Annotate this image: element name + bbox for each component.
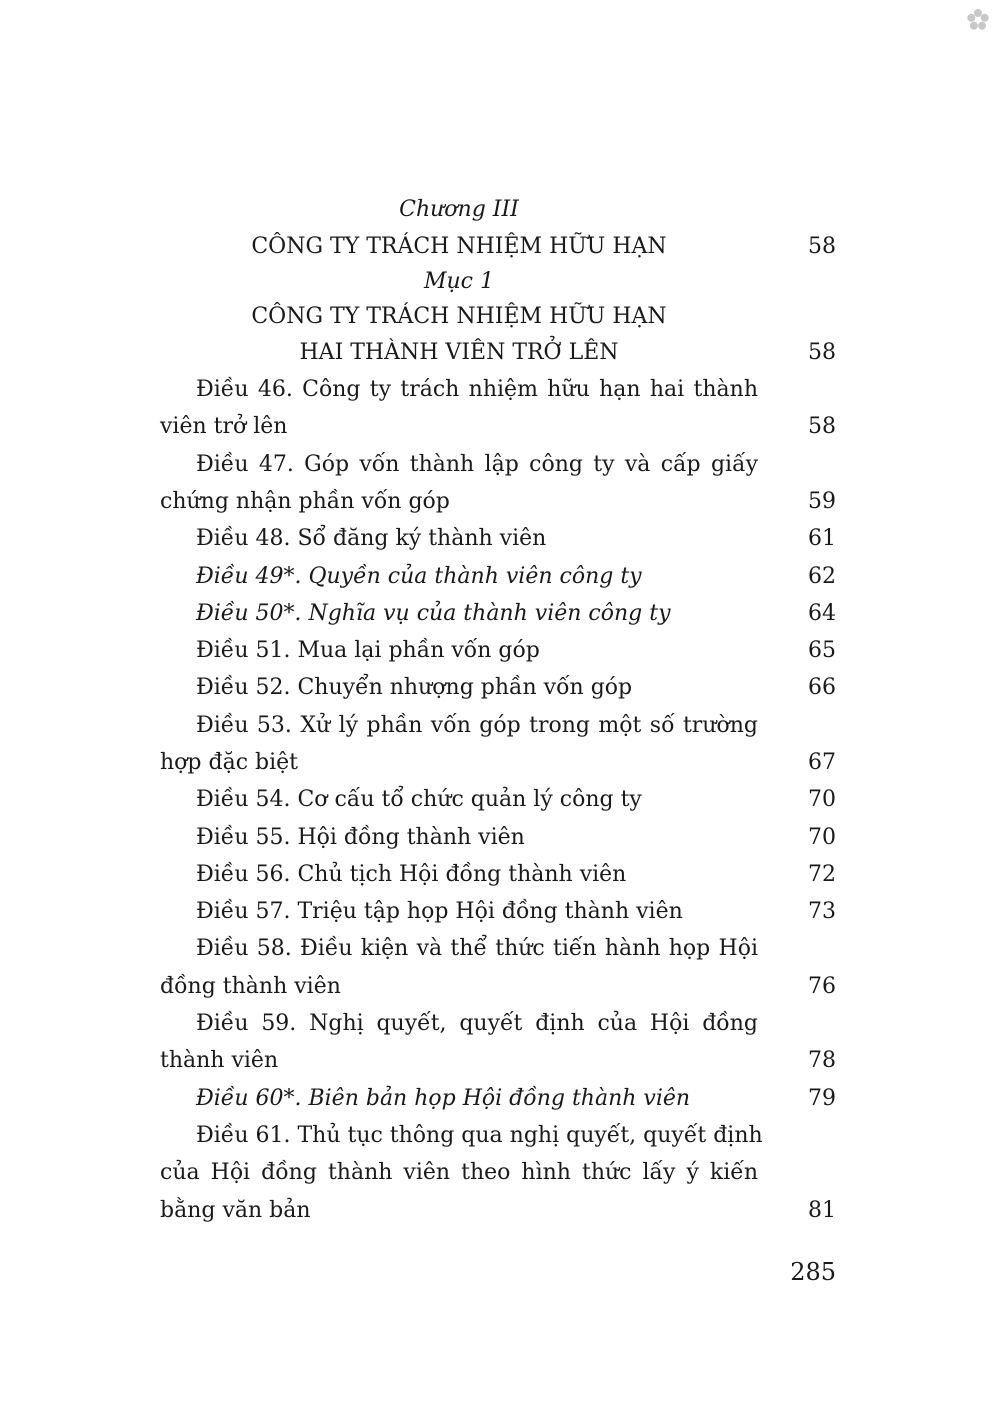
toc-entry-line[interactable]	[160, 707, 836, 744]
toc-entry-title[interactable]: Điều 61. Thủ tục thông qua nghị quyết, quyết định	[196, 1123, 763, 1148]
page-number: 67	[808, 750, 836, 775]
toc-entry-line[interactable]	[160, 1117, 836, 1154]
toc-entry-line[interactable]	[160, 930, 836, 967]
toc-entry-title[interactable]: Điều 46. Công ty trách nhiệm hữu hạn hai thành	[196, 377, 758, 402]
chapter-title-line[interactable]	[160, 228, 836, 265]
folio-page-number: 285	[790, 1258, 836, 1286]
toc-entry-line[interactable]	[160, 744, 836, 781]
section-title[interactable]: CÔNG TY TRÁCH NHIỆM HỮU HẠN	[251, 304, 667, 329]
toc-entry-title-continued[interactable]: bằng văn bản	[160, 1198, 311, 1223]
toc-entry-line[interactable]	[160, 1154, 836, 1191]
page-number: 73	[808, 899, 836, 924]
section-title-line-2[interactable]	[160, 334, 836, 371]
page-number: 66	[808, 675, 836, 700]
chapter-label: Chương III	[399, 197, 519, 222]
toc-entry-line[interactable]	[160, 595, 836, 632]
section-label: Mục 1	[423, 269, 494, 294]
toc-entry-title-continued[interactable]: viên trở lên	[160, 414, 288, 439]
page-number: 58	[808, 340, 836, 365]
toc-entry-line[interactable]	[160, 1080, 836, 1117]
toc-entry-title[interactable]: Điều 56. Chủ tịch Hội đồng thành viên	[196, 862, 627, 887]
toc-entry-title[interactable]: Điều 54. Cơ cấu tổ chức quản lý công ty	[196, 787, 642, 812]
toc-entry-line[interactable]	[160, 781, 836, 818]
toc-entry-line[interactable]	[160, 968, 836, 1005]
page-number: 65	[808, 638, 836, 663]
section-label-line	[160, 263, 836, 300]
toc-entry-line[interactable]	[160, 819, 836, 856]
toc-entry-line[interactable]	[160, 1192, 836, 1229]
toc-entry-line[interactable]	[160, 669, 836, 706]
toc-entry-line[interactable]	[160, 893, 836, 930]
toc-entry-title[interactable]: Điều 60*. Biên bản họp Hội đồng thành viên	[196, 1086, 691, 1111]
page-number: 64	[808, 601, 836, 626]
toc-entry-title[interactable]: Điều 58. Điều kiện và thể thức tiến hành họp Hội	[196, 936, 758, 961]
toc-entry-line[interactable]	[160, 1042, 836, 1079]
toc-entry-line[interactable]	[160, 558, 836, 595]
page-number: 58	[808, 414, 836, 439]
toc-entry-line[interactable]	[160, 856, 836, 893]
toc-entry-title[interactable]: Điều 51. Mua lại phần vốn góp	[196, 638, 540, 663]
toc-entry-title[interactable]: Điều 53. Xử lý phần vốn góp trong một số trường	[196, 713, 758, 738]
toc-entry-title[interactable]: Điều 49*. Quyền của thành viên công ty	[196, 564, 642, 589]
toc-entry-title[interactable]: Điều 59. Nghị quyết, quyết định của Hội đồng	[196, 1011, 758, 1036]
toc-entry-line[interactable]	[160, 483, 836, 520]
page-number: 58	[808, 234, 836, 259]
toc-entry-title[interactable]: Điều 47. Góp vốn thành lập công ty và cấp giấy	[196, 452, 758, 477]
page-number: 79	[808, 1086, 836, 1111]
section-title-line-1[interactable]	[160, 298, 836, 335]
toc-entry-line[interactable]	[160, 632, 836, 669]
toc-entry-title[interactable]: Điều 48. Sổ đăng ký thành viên	[196, 526, 547, 551]
toc-entry-line[interactable]	[160, 520, 836, 557]
page-number: 70	[808, 787, 836, 812]
toc-entry-title[interactable]: Điều 55. Hội đồng thành viên	[196, 825, 525, 850]
toc-entry-title-continued[interactable]: đồng thành viên	[160, 974, 341, 999]
page-number: 81	[808, 1198, 836, 1223]
page-number: 72	[808, 862, 836, 887]
page-number: 78	[808, 1048, 836, 1073]
toc-entry-line[interactable]	[160, 1005, 836, 1042]
toc-entry-title[interactable]: Điều 57. Triệu tập họp Hội đồng thành viên	[196, 899, 683, 924]
toc-entry-title-continued[interactable]: hợp đặc biệt	[160, 750, 298, 775]
page-number: 62	[808, 564, 836, 589]
chapter-label-line	[160, 191, 836, 228]
toc-entry-line[interactable]	[160, 446, 836, 483]
page-number: 59	[808, 489, 836, 514]
toc-entry-title-continued[interactable]: chứng nhận phần vốn góp	[160, 489, 450, 514]
toc-entry-title-continued[interactable]: thành viên	[160, 1048, 279, 1073]
toc-entry-line[interactable]	[160, 408, 836, 445]
page-number: 70	[808, 825, 836, 850]
toc-entry-title[interactable]: Điều 52. Chuyển nhượng phần vốn góp	[196, 675, 633, 700]
toc-entry-title[interactable]: Điều 50*. Nghĩa vụ của thành viên công ty	[196, 601, 671, 626]
toc-entry-title-continued[interactable]: của Hội đồng thành viên theo hình thức lấy ý kiến	[160, 1160, 758, 1185]
page-number: 61	[808, 526, 836, 551]
page-number: 76	[808, 974, 836, 999]
chapter-title[interactable]: CÔNG TY TRÁCH NHIỆM HỮU HẠN	[251, 234, 667, 259]
section-title-continued[interactable]: HAI THÀNH VIÊN TRỞ LÊN	[299, 340, 619, 365]
toc-entry-line[interactable]	[160, 371, 836, 408]
